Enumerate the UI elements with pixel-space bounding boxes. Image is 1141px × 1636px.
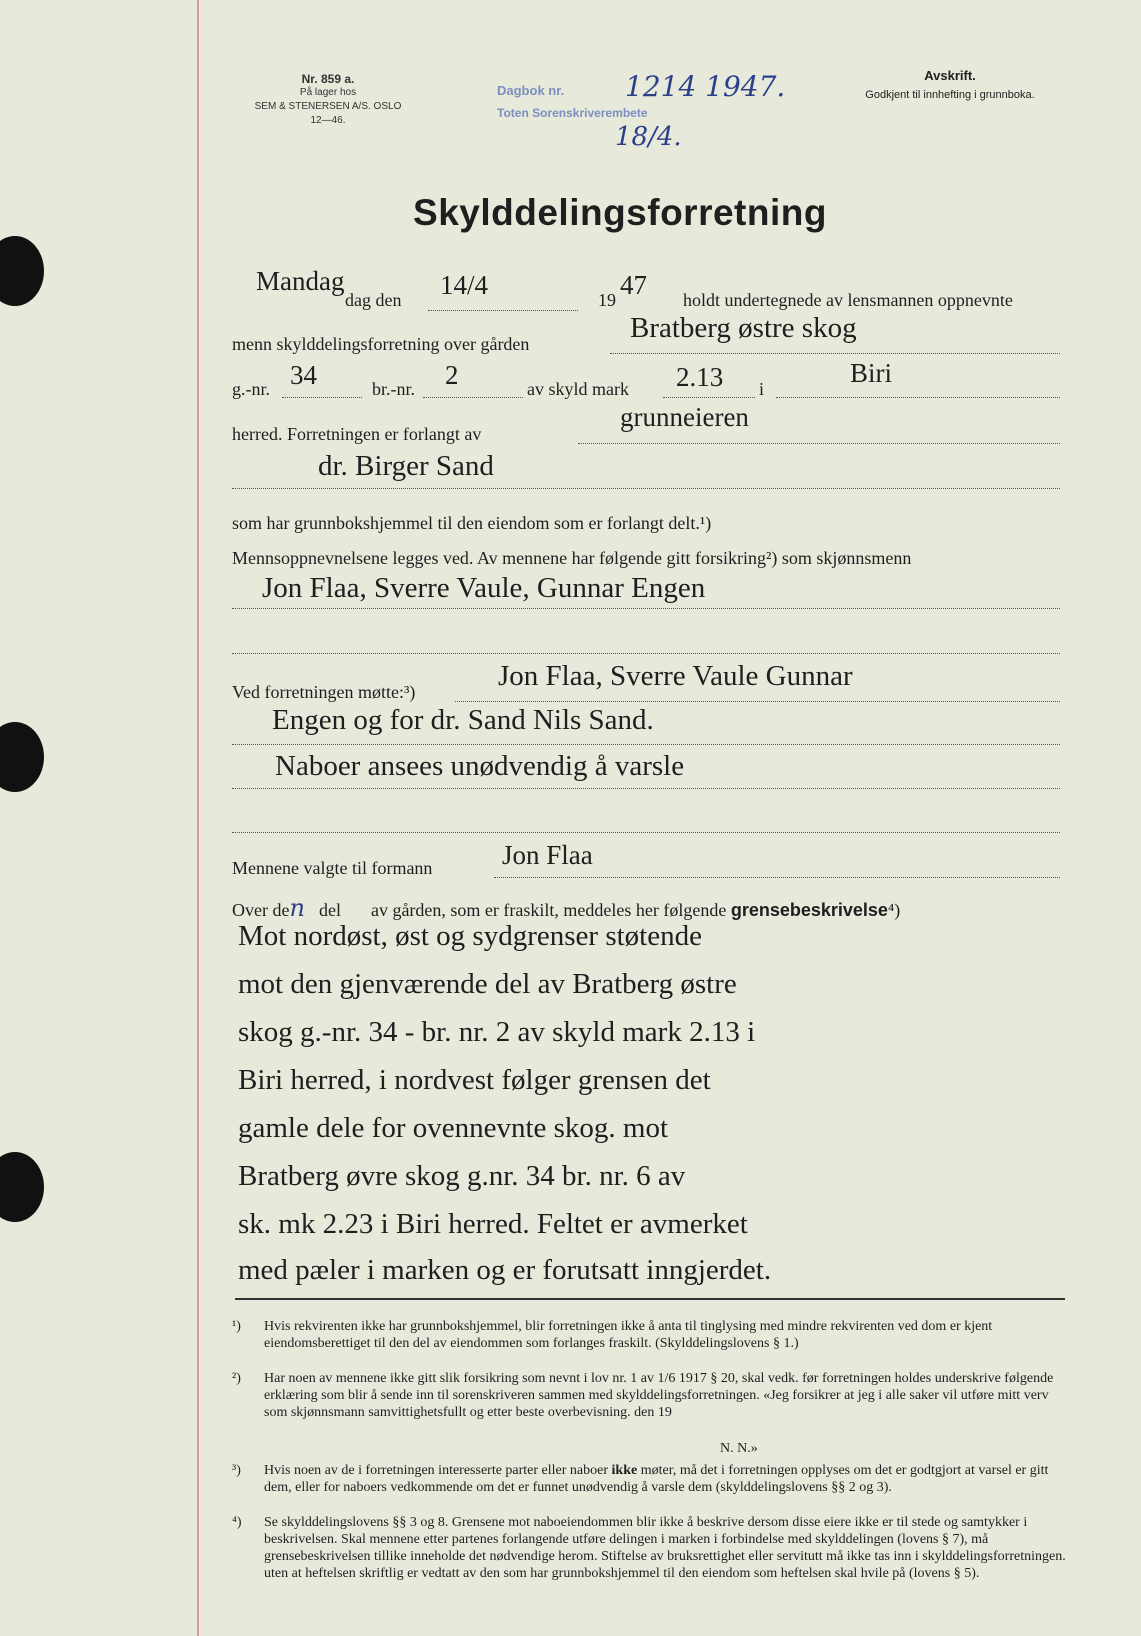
- farm-handwritten: Bratberg østre skog: [630, 312, 857, 344]
- footnote-3: [232, 1462, 1072, 1496]
- requested-rule: [578, 443, 1060, 444]
- sworn-men-handwritten: Jon Flaa, Sverre Vaule, Gunnar Engen: [262, 572, 706, 604]
- brnr-rule: [423, 397, 523, 398]
- stamp-line-1: Dagbok nr.: [497, 83, 565, 98]
- avskrift-title: Avskrift.: [924, 68, 976, 83]
- footnote-3-text-bold: ikke: [611, 1463, 638, 1478]
- form-number: Nr. 859 a.: [301, 72, 355, 86]
- boundary-heading-c: av gården, som er fraskilt, meddeles her følgende: [370, 900, 727, 920]
- boundary-line-6: Bratberg øvre skog g.nr. 34 br. nr. 6 av: [238, 1160, 686, 1192]
- punch-hole-middle: [0, 722, 44, 792]
- weekday-handwritten: Mandag: [256, 266, 345, 296]
- punch-hole-bottom: [0, 1152, 44, 1222]
- date-handwritten: 14/4: [440, 270, 489, 300]
- boundary-fill-handwritten: n: [289, 894, 305, 922]
- boundary-line-1: Mot nordøst, øst og sydgrenser støtende: [238, 920, 702, 952]
- hjemmel-text: som har grunnbokshjemmel til den eiendom som er forlangt delt.¹): [232, 513, 712, 533]
- farm-rule: [610, 353, 1060, 354]
- boundary-heading-bold: grensebeskrivelse: [730, 900, 888, 920]
- boundary-line-8: med pæler i marken og er forutsatt inngjerdet.: [238, 1254, 772, 1286]
- gnr-rule: [282, 397, 362, 398]
- i-label: i: [759, 379, 765, 399]
- boundary-heading: [232, 894, 900, 922]
- over-farm-label: menn skylddelingsforretning over gården: [232, 334, 530, 354]
- avskrift-box: [830, 68, 1070, 101]
- footnote-3-text: [264, 1462, 1072, 1496]
- requested-by-handwritten: grunneieren: [620, 402, 749, 432]
- footnote-2: [232, 1370, 1072, 1421]
- boundary-heading-b: del: [318, 900, 341, 920]
- boundary-heading-sup: ⁴): [887, 900, 901, 920]
- punch-hole-top: [0, 236, 44, 306]
- printer-line-2: SEM & STENERSEN A/S. OSLO: [254, 101, 402, 112]
- sworn-men-rule-2: [232, 653, 1060, 654]
- year-prefix-label: 19: [598, 290, 616, 310]
- herred-text: herred. Forretningen er forlangt av: [232, 424, 482, 444]
- brnr-label: br.-nr.: [372, 379, 415, 399]
- requester-rule: [232, 488, 1060, 489]
- skyld-rule: [663, 397, 755, 398]
- printer-imprint: [228, 72, 428, 128]
- stamp-date: 18/4.: [615, 122, 682, 152]
- printer-line-1: På lager hos: [299, 87, 357, 98]
- brnr-handwritten: 2: [445, 360, 459, 390]
- margin-line: [197, 0, 199, 1636]
- held-text: holdt undertegnede av lensmannen oppnevnte: [683, 290, 1013, 310]
- footnote-divider: [235, 1298, 1065, 1300]
- attended-line-2: Engen og for dr. Sand Nils Sand.: [272, 704, 654, 736]
- printer-line-3: 12—46.: [310, 115, 346, 126]
- document-title: Skylddelingsforretning: [413, 192, 827, 233]
- skyld-handwritten: 2.13: [676, 362, 724, 392]
- herred-handwritten: Biri: [850, 358, 893, 388]
- chairman-handwritten: Jon Flaa: [502, 840, 593, 870]
- stamp-journal-number: 1214 1947.: [625, 70, 786, 103]
- footnote-2-signature: N. N.»: [720, 1441, 758, 1456]
- footnote-2-mark: ²): [232, 1371, 241, 1386]
- gnr-handwritten: 34: [290, 360, 317, 390]
- avskrift-subtitle: Godkjent til innhefting i grunnboka.: [865, 89, 1035, 101]
- requester-name-handwritten: dr. Birger Sand: [318, 450, 494, 482]
- attended-rule-3: [232, 788, 1060, 789]
- boundary-heading-a: Over de: [232, 900, 290, 920]
- footnote-4-text: Se skylddelingslovens §§ 3 og 8. Grensene mot naboeiendommen blir ikke å beskrive dersom disse eiere ikke er til stede og samtykker i beskrivelsen. Skal mennene etter partenes forlangende utføre delingen i marken i forbindelse med skylddelingen (lovens § 7), må grensebeskrivelsen tillike inneholde det nødvendige herom. Stiftelse av bruksrettighet eller servitutt må ikke tas inn i skylddelingsforretningen. uten at heftelsen skriftlig er vedtatt av den som har grunnbokshjemmel til den eiendom som heftelsen skal hvile på (lovens § 5).: [264, 1515, 1066, 1581]
- day-prefix-label: dag den: [345, 290, 402, 310]
- boundary-line-4: Biri herred, i nordvest følger grensen det: [238, 1064, 711, 1096]
- attended-label: Ved forretningen møtte:³): [232, 682, 416, 702]
- boundary-line-7: sk. mk 2.23 i Biri herred. Feltet er avmerket: [238, 1208, 748, 1240]
- footnote-4-mark: ⁴): [232, 1515, 242, 1530]
- footnote-3-text-b: møter, må det i forretningen opplyses om det er godtgjort at varsel er gitt dem, eller for naboers vedkommende om det er funnet unødvendig å varsle dem (skylddelingslovens §§ 2 og 3).: [264, 1463, 1049, 1495]
- footnote-3-text-a: Hvis noen av de i forretningen interesserte parter eller naboer: [264, 1463, 612, 1478]
- attended-rule-1: [455, 701, 1060, 702]
- date-rule: [428, 310, 578, 311]
- oppnevnelse-text: Mennsoppnevnelsene legges ved. Av mennene har følgende gitt forsikring²) som skjønnsmenn: [232, 548, 912, 568]
- boundary-line-3: skog g.-nr. 34 - br. nr. 2 av skyld mark 2.13 i: [238, 1016, 756, 1048]
- footnote-3-mark: ³): [232, 1463, 241, 1478]
- attended-line-1: Jon Flaa, Sverre Vaule Gunnar: [498, 660, 853, 692]
- footnote-2-text: Har noen av mennene ikke gitt slik forsikring som nevnt i lov nr. 1 av 1/6 1917 § 20, skal vedk. før forretningen holdes underskrive følgende erklæring som blir å sende inn til sorenskriveren sammen med skylddelingsforretningen. «Jeg forsikrer at jeg i alle saker vil utføre mitt verv som skjønnsmann samvittighetsfullt og etter beste overbevisning. den 19: [264, 1371, 1054, 1420]
- boundary-line-5: gamle dele for ovennevnte skog. mot: [238, 1112, 669, 1144]
- chairman-label: Mennene valgte til formann: [232, 858, 433, 878]
- footnote-1-text: Hvis rekvirenten ikke har grunnbokshjemmel, blir forretningen ikke å anta til tinglysing med mindre rekvirenten ved dom er kjent eiendomsberettiget til den del av eiendommen som forlanges fraskilt. (Skylddelingslovens § 1.): [264, 1319, 993, 1351]
- attended-rule-4: [232, 832, 1060, 833]
- gnr-label: g.-nr.: [232, 379, 270, 399]
- herred-rule: [776, 397, 1060, 398]
- attended-line-3: Naboer ansees unødvendig å varsle: [275, 750, 685, 782]
- attended-rule-2: [232, 744, 1060, 745]
- sworn-men-rule: [232, 608, 1060, 609]
- chairman-rule: [494, 877, 1060, 878]
- footnote-1: [232, 1318, 1072, 1352]
- stamp-line-2: Toten Sorenskriverembete: [497, 106, 648, 120]
- year-handwritten: 47: [620, 270, 647, 300]
- skyld-label: av skyld mark: [527, 379, 629, 399]
- footnote-1-mark: ¹): [232, 1319, 241, 1334]
- footnote-4: [232, 1514, 1072, 1582]
- boundary-line-2: mot den gjenværende del av Bratberg østre: [238, 968, 737, 1000]
